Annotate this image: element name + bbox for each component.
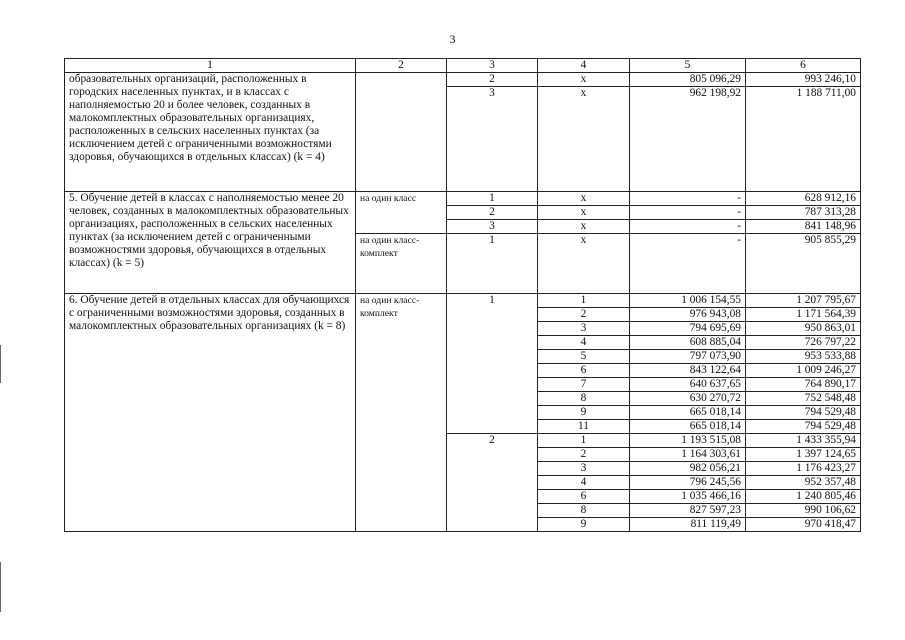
indicator-description: 5. Обучение детей в классах с наполняемостью менее 20 человек, созданных в малокомплектных образовательных организациях, расположенных в сельских населенных пунктах (за исключением детей с ограниченными возможностями здоровья, обучающихся в отдельных классах) (k = 5) xyxy=(65,192,356,294)
cell-col6: 1 433 355,94 xyxy=(746,434,861,448)
table-row xyxy=(65,294,861,308)
cell-col4: 3 xyxy=(538,322,630,336)
table-row xyxy=(65,192,861,206)
cell-col4: х xyxy=(538,220,630,234)
cell-col3: 3 xyxy=(447,87,538,192)
cell-col3: 2 xyxy=(447,434,538,532)
cell-col5: 982 056,21 xyxy=(630,462,746,476)
cell-col5: 640 637,65 xyxy=(630,378,746,392)
cell-col4: х xyxy=(538,234,630,294)
cell-col6: 726 797,22 xyxy=(746,336,861,350)
cell-col3: 3 xyxy=(447,220,538,234)
calculation-basis: на один класс xyxy=(356,192,447,234)
header-cell: 6 xyxy=(746,59,861,73)
calculation-basis: на один класс-комплект xyxy=(356,234,447,294)
cell-col4: 6 xyxy=(538,490,630,504)
cell-col4: х xyxy=(538,73,630,87)
cell-col4: 4 xyxy=(538,336,630,350)
calculation-basis: на один класс-комплект xyxy=(356,294,447,532)
scan-edge-mark xyxy=(0,345,1,383)
cell-col4: х xyxy=(538,206,630,220)
cell-col6: 1 240 805,46 xyxy=(746,490,861,504)
cell-col5: 797 073,90 xyxy=(630,350,746,364)
cell-col5: - xyxy=(630,192,746,206)
cell-col6: 990 106,62 xyxy=(746,504,861,518)
cell-col5: 962 198,92 xyxy=(630,87,746,192)
cell-col5: 811 119,49 xyxy=(630,518,746,532)
normative-table xyxy=(64,58,861,532)
cell-col4: 2 xyxy=(538,308,630,322)
cell-col6: 1 188 711,00 xyxy=(746,87,861,192)
cell-col3: 2 xyxy=(447,206,538,220)
cell-col5: 843 122,64 xyxy=(630,364,746,378)
cell-col4: 1 xyxy=(538,434,630,448)
cell-col6: 628 912,16 xyxy=(746,192,861,206)
cell-col6: 1 171 564,39 xyxy=(746,308,861,322)
cell-col6: 970 418,47 xyxy=(746,518,861,532)
cell-col5: 608 885,04 xyxy=(630,336,746,350)
cell-col4: 8 xyxy=(538,504,630,518)
cell-col6: 1 176 423,27 xyxy=(746,462,861,476)
cell-col4: х xyxy=(538,87,630,192)
cell-col4: 3 xyxy=(538,462,630,476)
cell-col5: 630 270,72 xyxy=(630,392,746,406)
cell-col5: - xyxy=(630,220,746,234)
cell-col6: 841 148,96 xyxy=(746,220,861,234)
cell-col6: 993 246,10 xyxy=(746,73,861,87)
table-row xyxy=(65,73,861,87)
cell-col5: 827 597,23 xyxy=(630,504,746,518)
cell-col6: 905 855,29 xyxy=(746,234,861,294)
header-cell: 3 xyxy=(447,59,538,73)
cell-col5: - xyxy=(630,234,746,294)
header-cell: 2 xyxy=(356,59,447,73)
cell-col4: 7 xyxy=(538,378,630,392)
header-cell: 5 xyxy=(630,59,746,73)
cell-col6: 1 009 246,27 xyxy=(746,364,861,378)
cell-col4: 4 xyxy=(538,476,630,490)
cell-col4: 5 xyxy=(538,350,630,364)
page-number: 3 xyxy=(449,32,456,46)
cell-col4: 2 xyxy=(538,448,630,462)
header-cell: 1 xyxy=(65,59,356,73)
cell-col5: 665 018,14 xyxy=(630,420,746,434)
calculation-basis xyxy=(356,73,447,192)
cell-col5: 796 245,56 xyxy=(630,476,746,490)
cell-col3: 1 xyxy=(447,294,538,434)
indicator-description: 6. Обучение детей в отдельных классах для обучающихся с ограниченными возможностями здоровья, созданных в малокомплектных образовательных организациях (k = 8) xyxy=(65,294,356,532)
cell-col4: х xyxy=(538,192,630,206)
cell-col6: 1 397 124,65 xyxy=(746,448,861,462)
indicator-description: образовательных организаций, расположенных в городских населенных пунктах, и в классах с наполняемостью 20 и более человек, созданных в малокомплектных образовательных организациях, расположенных в сельских населенных пунктах (за исключением детей с ограниченными возможностями здоровья, обучающихся в отдельных классах) (k = 4) xyxy=(65,73,356,192)
cell-col5: 1 006 154,55 xyxy=(630,294,746,308)
cell-col3: 1 xyxy=(447,192,538,206)
cell-col3: 1 xyxy=(447,234,538,294)
cell-col5: - xyxy=(630,206,746,220)
cell-col3: 2 xyxy=(447,73,538,87)
cell-col4: 9 xyxy=(538,406,630,420)
cell-col5: 665 018,14 xyxy=(630,406,746,420)
cell-col5: 794 695,69 xyxy=(630,322,746,336)
cell-col6: 794 529,48 xyxy=(746,420,861,434)
cell-col6: 794 529,48 xyxy=(746,406,861,420)
cell-col4: 11 xyxy=(538,420,630,434)
header-row xyxy=(65,59,861,73)
cell-col4: 8 xyxy=(538,392,630,406)
cell-col5: 976 943,08 xyxy=(630,308,746,322)
cell-col6: 764 890,17 xyxy=(746,378,861,392)
cell-col4: 1 xyxy=(538,294,630,308)
cell-col5: 1 035 466,16 xyxy=(630,490,746,504)
cell-col6: 752 548,48 xyxy=(746,392,861,406)
cell-col6: 952 357,48 xyxy=(746,476,861,490)
header-cell: 4 xyxy=(538,59,630,73)
cell-col6: 1 207 795,67 xyxy=(746,294,861,308)
cell-col5: 805 096,29 xyxy=(630,73,746,87)
cell-col5: 1 164 303,61 xyxy=(630,448,746,462)
scan-edge-mark xyxy=(0,562,1,612)
cell-col6: 950 863,01 xyxy=(746,322,861,336)
cell-col6: 787 313,28 xyxy=(746,206,861,220)
cell-col4: 6 xyxy=(538,364,630,378)
cell-col5: 1 193 515,08 xyxy=(630,434,746,448)
cell-col4: 9 xyxy=(538,518,630,532)
cell-col6: 953 533,88 xyxy=(746,350,861,364)
